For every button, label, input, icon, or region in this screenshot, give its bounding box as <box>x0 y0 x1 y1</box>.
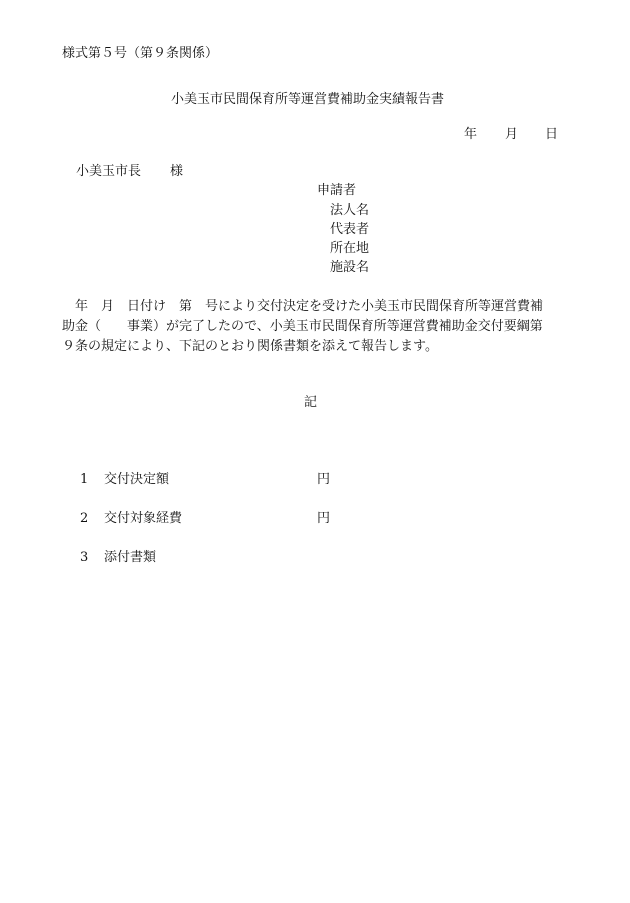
date-year: 年 <box>464 127 478 142</box>
item-number: 2 <box>80 511 89 526</box>
document-title: 小美玉市民間保育所等運営費補助金実績報告書 <box>171 92 445 107</box>
item-number: 1 <box>80 472 89 487</box>
item-unit: 円 <box>317 511 331 526</box>
ki-heading: 記 <box>304 395 318 410</box>
item-label: 交付決定額 <box>104 472 170 487</box>
date-month: 月 <box>505 127 519 142</box>
applicant-corporation-label: 法人名 <box>330 203 370 218</box>
report-body-line: 年 月 日付け 第 号により交付決定を受けた小美玉市民間保育所等運営費補 <box>62 299 544 314</box>
applicant-representative-label: 代表者 <box>330 222 370 237</box>
form-number: 様式第５号（第９条関係） <box>62 46 219 61</box>
applicant-address-label: 所在地 <box>330 241 370 256</box>
report-body-line: 助金（ 事業）が完了したので、小美玉市民間保育所等運営費補助金交付要綱第 <box>62 319 543 334</box>
item-unit: 円 <box>317 472 331 487</box>
report-body <box>62 297 572 357</box>
date-day: 日 <box>545 127 559 142</box>
item-label: 交付対象経費 <box>104 511 183 526</box>
item-number: 3 <box>80 550 89 565</box>
addressee-honorific: 様 <box>170 164 184 179</box>
report-body-line: ９条の規定により、下記のとおり関係書類を添えて報告します。 <box>62 339 438 354</box>
addressee-name: 小美玉市長 <box>76 164 142 179</box>
item-label: 添付書類 <box>104 550 157 565</box>
applicant-facility-label: 施設名 <box>330 260 370 275</box>
applicant-heading: 申請者 <box>317 183 357 198</box>
